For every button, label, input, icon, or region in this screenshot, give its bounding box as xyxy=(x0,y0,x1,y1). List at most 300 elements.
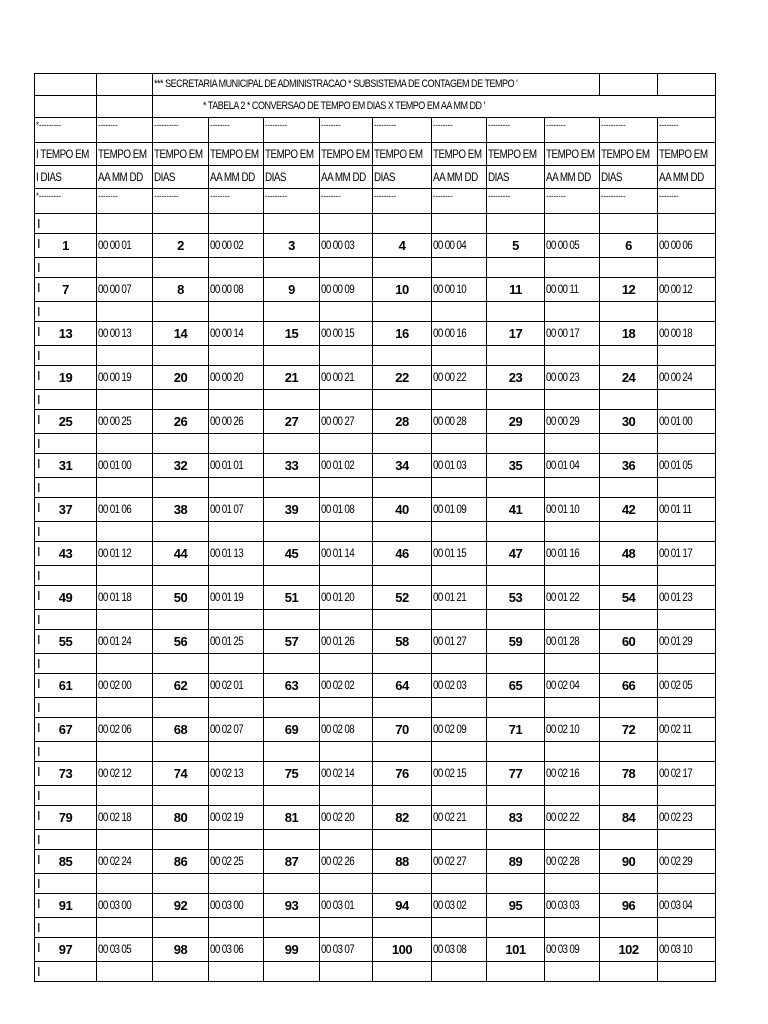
days-value: 84 xyxy=(621,809,636,825)
title-line-2: * TABELA 2 * CONVERSAO DE TEMPO EM DIAS X TEMPO EM AA MM DD ' xyxy=(153,96,716,118)
empty-cell xyxy=(545,566,600,586)
row-marker: I xyxy=(37,588,41,603)
aammdd-value: 00 02 16 xyxy=(546,766,580,780)
dash-cell-text: --------- xyxy=(265,191,288,201)
days-value: 6 xyxy=(625,237,632,253)
days-value: 34 xyxy=(395,457,409,473)
empty-cell xyxy=(487,434,545,454)
header-cell-text: TEMPO EM xyxy=(433,147,482,161)
days-cell xyxy=(487,410,545,434)
row-marker: I xyxy=(37,324,41,339)
days-value: 101 xyxy=(505,941,526,957)
header-cell-text: TEMPO EM xyxy=(374,147,423,161)
days-cell xyxy=(373,322,432,346)
dash-cell-text: -------- xyxy=(433,191,453,201)
days-value: 21 xyxy=(284,369,299,385)
header-cell-text: TEMPO EM xyxy=(601,147,650,161)
aammdd-cell xyxy=(545,762,600,786)
empty-cell xyxy=(209,390,264,410)
dash-cell xyxy=(545,189,600,214)
aammdd-value: 00 00 01 xyxy=(98,238,132,252)
aammdd-value: 00 02 28 xyxy=(546,854,580,868)
days-value: 19 xyxy=(58,369,73,385)
aammdd-cell xyxy=(209,938,264,962)
days-value: 38 xyxy=(173,501,188,517)
header-cell xyxy=(373,143,432,166)
days-value: 67 xyxy=(58,721,73,737)
aammdd-cell xyxy=(545,322,600,346)
aammdd-cell xyxy=(545,278,600,302)
dash-cell xyxy=(373,189,432,214)
aammdd-value: 00 01 18 xyxy=(98,590,132,604)
empty-cell xyxy=(320,478,373,498)
aammdd-cell xyxy=(432,894,487,918)
days-value: 85 xyxy=(58,853,73,869)
empty-cell xyxy=(264,302,320,322)
empty-cell xyxy=(153,478,209,498)
aammdd-cell xyxy=(97,806,153,830)
aammdd-value: 00 03 04 xyxy=(659,898,693,912)
days-value: 10 xyxy=(395,281,409,297)
aammdd-cell xyxy=(658,894,716,918)
dash-cell xyxy=(545,118,600,143)
empty-cell xyxy=(209,214,264,234)
empty-cell xyxy=(209,962,264,982)
days-value: 42 xyxy=(621,501,636,517)
days-value: 94 xyxy=(395,897,409,913)
header-cell-text: TEMPO EM xyxy=(546,147,595,161)
empty-cell xyxy=(658,918,716,938)
aammdd-cell xyxy=(432,234,487,258)
days-cell xyxy=(153,938,209,962)
days-cell xyxy=(600,674,658,698)
empty-cell xyxy=(209,478,264,498)
empty-cell xyxy=(35,390,97,410)
aammdd-value: 00 01 11 xyxy=(659,502,692,516)
aammdd-value: 00 03 03 xyxy=(546,898,580,912)
empty-cell xyxy=(432,566,487,586)
aammdd-cell xyxy=(432,718,487,742)
empty-cell xyxy=(373,302,432,322)
days-cell xyxy=(487,454,545,478)
table-row xyxy=(35,674,716,698)
aammdd-cell xyxy=(658,322,716,346)
empty-cell xyxy=(35,742,97,762)
empty-cell xyxy=(320,346,373,366)
empty-cell xyxy=(97,522,153,542)
days-value: 92 xyxy=(173,897,188,913)
aammdd-cell xyxy=(320,894,373,918)
dash-cell xyxy=(153,118,209,143)
aammdd-value: 00 02 09 xyxy=(433,722,467,736)
aammdd-cell xyxy=(209,718,264,742)
header-cell-text: DIAS xyxy=(488,170,509,184)
dash-cell-text: -------- xyxy=(321,191,341,201)
days-cell xyxy=(153,806,209,830)
empty-cell xyxy=(432,830,487,850)
aammdd-cell xyxy=(320,718,373,742)
aammdd-value: 00 01 00 xyxy=(659,414,693,428)
days-cell xyxy=(600,498,658,522)
aammdd-cell xyxy=(658,278,716,302)
dash-cell xyxy=(35,189,97,214)
empty-cell xyxy=(600,302,658,322)
header-cell-text: I DIAS xyxy=(36,170,62,184)
aammdd-cell xyxy=(545,366,600,390)
days-value: 61 xyxy=(58,677,73,693)
empty-cell xyxy=(373,390,432,410)
table-row xyxy=(35,322,716,346)
days-value: 76 xyxy=(395,765,409,781)
dash-cell xyxy=(209,189,264,214)
aammdd-value: 00 01 28 xyxy=(546,634,580,648)
header-cell-text: DIAS xyxy=(154,170,175,184)
days-cell xyxy=(35,234,97,258)
aammdd-value: 00 00 17 xyxy=(546,326,580,340)
days-cell xyxy=(35,718,97,742)
aammdd-value: 00 02 25 xyxy=(210,854,244,868)
days-cell xyxy=(600,366,658,390)
empty-cell xyxy=(600,566,658,586)
aammdd-cell xyxy=(320,762,373,786)
table-row xyxy=(35,806,716,830)
header-cell xyxy=(153,166,209,189)
header-cell xyxy=(264,143,320,166)
row-marker: I xyxy=(37,964,41,979)
spacer-row xyxy=(35,742,716,762)
days-cell xyxy=(600,234,658,258)
aammdd-value: 00 01 15 xyxy=(433,546,467,560)
empty-cell xyxy=(153,258,209,278)
days-cell xyxy=(264,366,320,390)
header-cell xyxy=(264,166,320,189)
days-cell xyxy=(264,278,320,302)
empty-cell xyxy=(35,698,97,718)
aammdd-value: 00 02 23 xyxy=(659,810,693,824)
header-row-2 xyxy=(35,166,716,189)
days-cell xyxy=(153,630,209,654)
empty-cell xyxy=(153,566,209,586)
spacer-row xyxy=(35,390,716,410)
aammdd-value: 00 00 03 xyxy=(321,238,355,252)
days-cell xyxy=(35,674,97,698)
days-cell xyxy=(35,366,97,390)
header-cell-text: TEMPO EM xyxy=(154,147,203,161)
empty-cell xyxy=(545,302,600,322)
spacer-row xyxy=(35,698,716,718)
empty-cell xyxy=(600,698,658,718)
aammdd-value: 00 03 08 xyxy=(433,942,467,956)
days-cell xyxy=(373,410,432,434)
days-cell xyxy=(373,498,432,522)
days-cell xyxy=(35,410,97,434)
row-marker: I xyxy=(37,436,41,451)
days-cell xyxy=(35,322,97,346)
days-cell xyxy=(487,366,545,390)
aammdd-value: 00 00 04 xyxy=(433,238,467,252)
days-value: 79 xyxy=(58,809,73,825)
aammdd-value: 00 00 28 xyxy=(433,414,467,428)
aammdd-value: 00 00 12 xyxy=(659,282,693,296)
days-cell xyxy=(487,234,545,258)
empty-cell xyxy=(153,654,209,674)
aammdd-value: 00 01 22 xyxy=(546,590,580,604)
empty-cell xyxy=(432,742,487,762)
aammdd-value: 00 03 07 xyxy=(321,942,355,956)
row-marker: I xyxy=(37,392,41,407)
aammdd-cell xyxy=(320,586,373,610)
aammdd-cell xyxy=(432,454,487,478)
empty-cell xyxy=(264,874,320,894)
aammdd-value: 00 02 17 xyxy=(659,766,693,780)
days-value: 56 xyxy=(173,633,188,649)
empty-cell xyxy=(320,742,373,762)
empty-cell xyxy=(545,918,600,938)
empty-cell xyxy=(487,390,545,410)
aammdd-value: 00 02 04 xyxy=(546,678,580,692)
aammdd-value: 00 00 07 xyxy=(98,282,132,296)
aammdd-cell xyxy=(658,234,716,258)
empty-cell xyxy=(545,654,600,674)
days-value: 33 xyxy=(284,457,299,473)
days-cell xyxy=(264,586,320,610)
days-cell xyxy=(153,894,209,918)
table-row xyxy=(35,850,716,874)
days-cell xyxy=(153,322,209,346)
header-cell-text: AA MM DD xyxy=(433,170,478,184)
empty-cell xyxy=(487,830,545,850)
days-cell xyxy=(35,894,97,918)
days-cell xyxy=(487,630,545,654)
header-cell xyxy=(320,143,373,166)
header-cell xyxy=(35,143,97,166)
header-cell xyxy=(35,166,97,189)
empty-cell xyxy=(600,742,658,762)
table-row xyxy=(35,366,716,390)
aammdd-cell xyxy=(209,410,264,434)
dash-cell-text: -------- xyxy=(546,191,566,201)
days-value: 96 xyxy=(621,897,636,913)
days-cell xyxy=(600,850,658,874)
days-cell xyxy=(153,410,209,434)
aammdd-value: 00 00 02 xyxy=(210,238,244,252)
days-cell xyxy=(264,762,320,786)
aammdd-value: 00 02 18 xyxy=(98,810,132,824)
aammdd-cell xyxy=(432,586,487,610)
aammdd-cell xyxy=(97,454,153,478)
aammdd-value: 00 02 03 xyxy=(433,678,467,692)
aammdd-value: 00 01 13 xyxy=(210,546,244,560)
aammdd-value: 00 01 06 xyxy=(98,502,132,516)
empty-cell xyxy=(600,390,658,410)
empty-cell xyxy=(264,742,320,762)
days-value: 55 xyxy=(58,633,73,649)
row-marker: I xyxy=(37,788,41,803)
empty-cell xyxy=(209,874,264,894)
row-marker: I xyxy=(37,676,41,691)
empty-cell xyxy=(209,346,264,366)
aammdd-value: 00 00 27 xyxy=(321,414,355,428)
empty-cell xyxy=(432,346,487,366)
empty-cell xyxy=(209,302,264,322)
empty-cell xyxy=(264,654,320,674)
days-cell xyxy=(600,542,658,566)
aammdd-value: 00 01 05 xyxy=(659,458,693,472)
header-cell xyxy=(209,143,264,166)
empty-cell xyxy=(487,478,545,498)
header-cell xyxy=(373,166,432,189)
dash-row xyxy=(35,118,716,143)
aammdd-value: 00 01 29 xyxy=(659,634,693,648)
aammdd-value: 00 02 01 xyxy=(210,678,244,692)
header-cell-text: AA MM DD xyxy=(546,170,591,184)
days-value: 97 xyxy=(58,941,73,957)
aammdd-value: 00 01 02 xyxy=(321,458,355,472)
days-value: 87 xyxy=(284,853,299,869)
days-cell xyxy=(35,938,97,962)
row-marker: I xyxy=(37,412,41,427)
dash-cell-text: ---------- xyxy=(154,191,179,201)
aammdd-cell xyxy=(658,586,716,610)
header-cell-text: DIAS xyxy=(374,170,395,184)
empty-cell xyxy=(545,522,600,542)
row-marker: I xyxy=(37,720,41,735)
empty-cell xyxy=(373,258,432,278)
days-cell xyxy=(264,542,320,566)
aammdd-value: 00 00 19 xyxy=(98,370,132,384)
aammdd-cell xyxy=(97,366,153,390)
aammdd-value: 00 00 05 xyxy=(546,238,580,252)
row-marker: I xyxy=(37,260,41,275)
empty-cell xyxy=(35,962,97,982)
aammdd-cell xyxy=(658,498,716,522)
row-marker: I xyxy=(37,456,41,471)
days-cell xyxy=(487,498,545,522)
aammdd-value: 00 01 27 xyxy=(433,634,467,648)
aammdd-value: 00 00 25 xyxy=(98,414,132,428)
days-cell xyxy=(153,850,209,874)
days-cell xyxy=(373,586,432,610)
aammdd-cell xyxy=(209,674,264,698)
empty-cell xyxy=(209,610,264,630)
empty-cell xyxy=(658,654,716,674)
empty-cell xyxy=(97,918,153,938)
empty-cell xyxy=(658,566,716,586)
empty-cell xyxy=(153,742,209,762)
days-cell xyxy=(264,410,320,434)
empty-cell xyxy=(264,478,320,498)
empty-cell xyxy=(97,346,153,366)
days-value: 16 xyxy=(395,325,409,341)
days-cell xyxy=(264,630,320,654)
aammdd-value: 00 01 08 xyxy=(321,502,355,516)
empty-cell xyxy=(97,214,153,234)
row-marker: I xyxy=(37,236,41,251)
empty-cell xyxy=(320,830,373,850)
table-row xyxy=(35,718,716,742)
dash-cell-text: *--------- xyxy=(36,120,61,130)
empty-cell xyxy=(153,610,209,630)
header-cell-text: AA MM DD xyxy=(321,170,366,184)
aammdd-cell xyxy=(658,410,716,434)
empty-cell xyxy=(264,610,320,630)
dash-cell-text: --------- xyxy=(374,120,397,130)
dash-cell-text: ---------- xyxy=(154,120,179,130)
days-cell xyxy=(487,718,545,742)
days-cell xyxy=(373,762,432,786)
empty-cell xyxy=(97,830,153,850)
days-value: 1 xyxy=(62,237,69,253)
aammdd-value: 00 01 23 xyxy=(659,590,693,604)
aammdd-cell xyxy=(658,674,716,698)
empty-cell xyxy=(600,434,658,454)
days-value: 100 xyxy=(391,941,413,957)
days-value: 60 xyxy=(621,633,636,649)
aammdd-value: 00 00 24 xyxy=(659,370,693,384)
aammdd-cell xyxy=(209,542,264,566)
days-cell xyxy=(373,542,432,566)
days-value: 50 xyxy=(173,589,188,605)
empty-cell xyxy=(432,390,487,410)
days-value: 44 xyxy=(173,545,188,561)
aammdd-value: 00 01 25 xyxy=(210,634,244,648)
spacer-row xyxy=(35,962,716,982)
aammdd-value: 00 02 26 xyxy=(321,854,355,868)
aammdd-cell xyxy=(545,850,600,874)
empty-cell xyxy=(209,786,264,806)
days-value: 30 xyxy=(621,413,636,429)
aammdd-value: 00 02 00 xyxy=(98,678,132,692)
days-cell xyxy=(153,234,209,258)
header-cell xyxy=(153,143,209,166)
empty-cell xyxy=(658,830,716,850)
empty-cell xyxy=(432,698,487,718)
aammdd-value: 00 01 04 xyxy=(546,458,580,472)
empty-cell xyxy=(97,962,153,982)
row-marker: I xyxy=(37,348,41,363)
days-cell xyxy=(264,718,320,742)
dash-cell-text: -------- xyxy=(321,120,341,130)
empty-cell xyxy=(658,874,716,894)
empty-cell xyxy=(320,434,373,454)
dash-cell xyxy=(264,189,320,214)
dash-cell-text: --------- xyxy=(374,191,397,201)
aammdd-cell xyxy=(432,278,487,302)
empty-cell xyxy=(432,258,487,278)
days-value: 91 xyxy=(58,897,73,913)
empty-cell xyxy=(373,654,432,674)
row-marker: I xyxy=(37,744,41,759)
dash-cell xyxy=(432,189,487,214)
empty-cell xyxy=(432,962,487,982)
days-cell xyxy=(487,850,545,874)
title-line-1: *** SECRETARIA MUNICIPAL DE ADMINISTRACAO * SUBSISTEMA DE CONTAGEM DE TEMPO ' xyxy=(153,74,600,96)
empty-cell xyxy=(97,742,153,762)
aammdd-cell xyxy=(432,674,487,698)
header-row-1 xyxy=(35,143,716,166)
aammdd-value: 00 02 02 xyxy=(321,678,355,692)
aammdd-value: 00 01 19 xyxy=(210,590,244,604)
empty-cell xyxy=(432,786,487,806)
days-cell xyxy=(600,938,658,962)
table-row xyxy=(35,630,716,654)
aammdd-cell xyxy=(320,674,373,698)
aammdd-value: 00 00 06 xyxy=(659,238,693,252)
days-cell xyxy=(373,806,432,830)
days-cell xyxy=(35,454,97,478)
dash-cell xyxy=(153,189,209,214)
spacer-row xyxy=(35,214,716,234)
